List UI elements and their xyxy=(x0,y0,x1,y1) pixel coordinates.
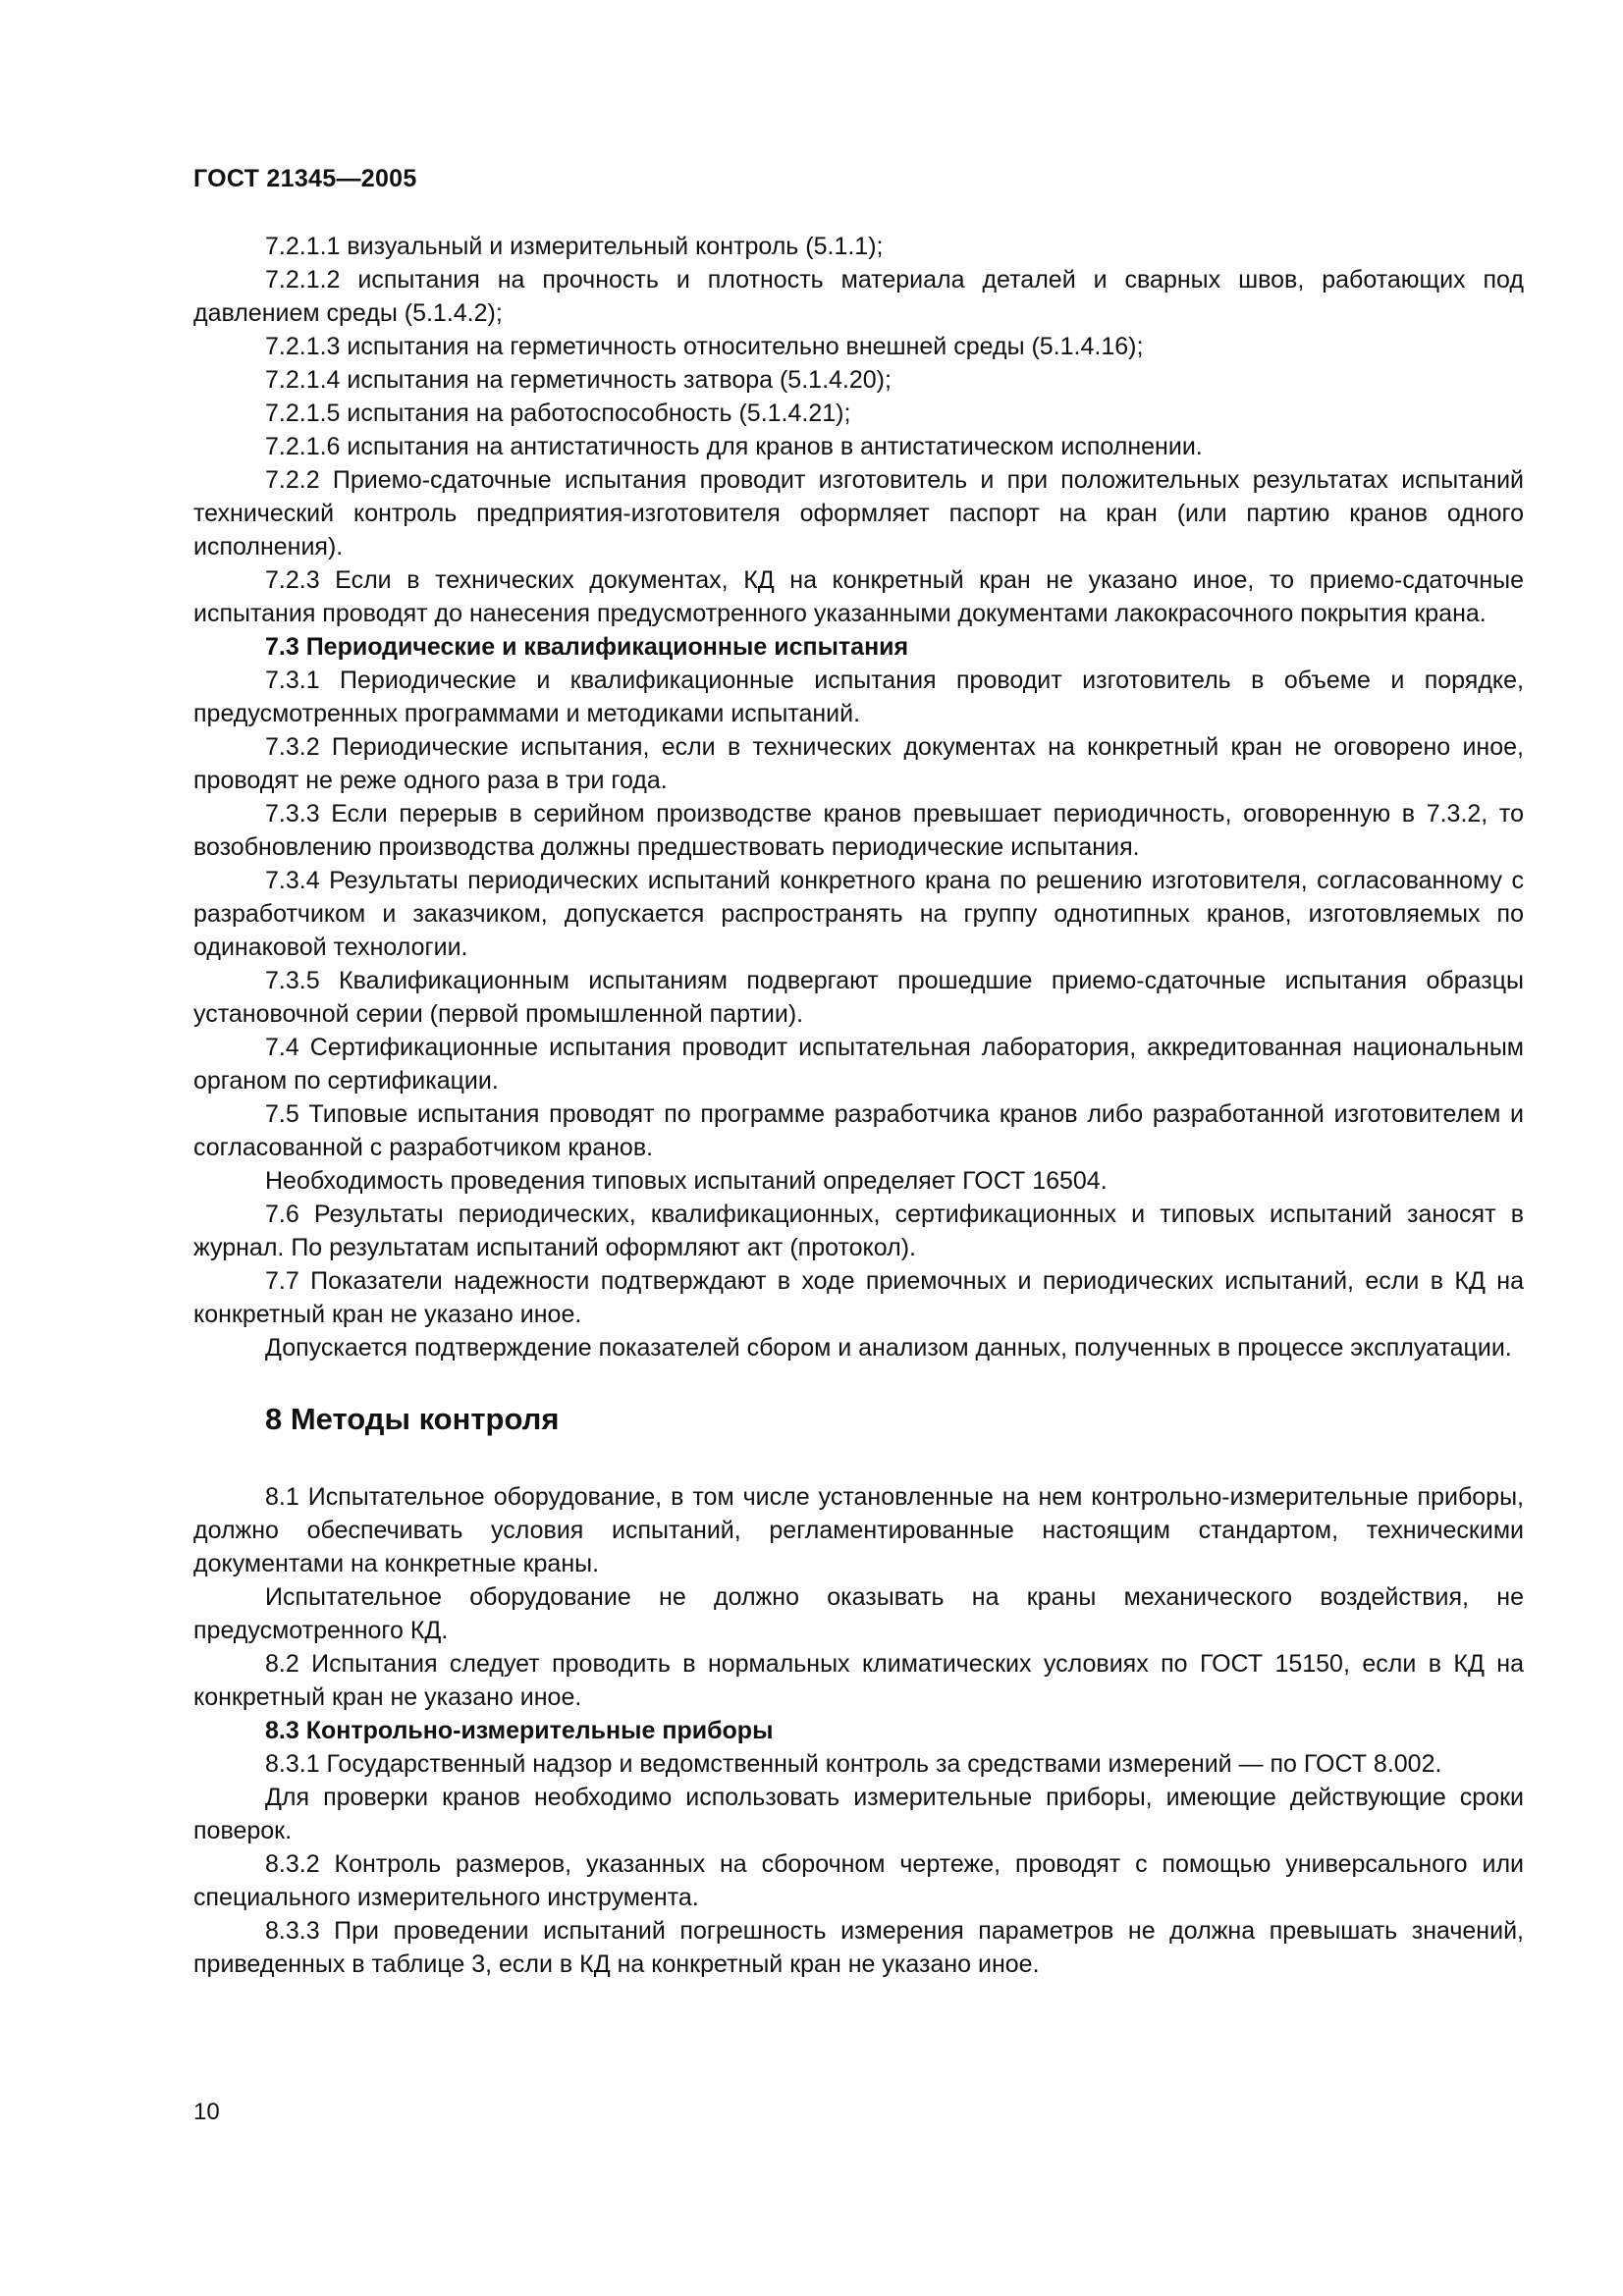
document-body xyxy=(193,230,1524,1981)
paragraph-8-1: 8.1 Испытательное оборудование, в том числе установленные на нем контрольно-измерительные приборы, должно обеспечивать условия испытаний, регламентированные настоящим стандартом, техническими документами на конкретные краны. xyxy=(193,1483,1524,1577)
paragraph-8-3-1-note: Для проверки кранов необходимо использовать измерительные приборы, имеющие действующие сроки поверок. xyxy=(193,1784,1524,1844)
subsection-heading-7-3: 7.3 Периодические и квалификационные испытания xyxy=(265,633,909,661)
paragraph-8-2: 8.2 Испытания следует проводить в нормальных климатических условиях по ГОСТ 15150, если в КД на конкретный кран не указано иное. xyxy=(193,1650,1524,1711)
paragraph-7-2-1-3: 7.2.1.3 испытания на герметичность относительно внешней среды (5.1.4.16); xyxy=(265,333,1144,360)
paragraph-7-3-3: 7.3.3 Если перерыв в серийном производстве кранов превышает периодичность, оговоренную в 7.3.2, то возобновлению производства должны предшествовать периодические испытания. xyxy=(193,800,1524,861)
paragraph-7-5-note: Необходимость проведения типовых испытаний определяет ГОСТ 16504. xyxy=(265,1167,1108,1195)
paragraph-7-2-3: 7.2.3 Если в технических документах, КД на конкретный кран не указано иное, то приемо-сдаточные испытания проводят до нанесения предусмотренного указанными документами лакокрасочного покрытия крана. xyxy=(193,566,1524,627)
paragraph-8-3-1: 8.3.1 Государственный надзор и ведомственный контроль за средствами измерений — по ГОСТ 8.002. xyxy=(265,1750,1442,1778)
paragraph-8-3-3: 8.3.3 При проведении испытаний погрешность измерения параметров не должна превышать значений, приведенных в таблице 3, если в КД на конкретный кран не указано иное. xyxy=(193,1917,1524,1978)
page-number: 10 xyxy=(193,2099,220,2125)
paragraph-7-3-1: 7.3.1 Периодические и квалификационные испытания проводит изготовитель в объеме и порядке, предусмотренных программами и методиками испытаний. xyxy=(193,667,1524,727)
paragraph-7-3-2: 7.3.2 Периодические испытания, если в технических документах на конкретный кран не оговорено иное, проводят не реже одного раза в три года. xyxy=(193,733,1524,794)
paragraph-7-2-1-5: 7.2.1.5 испытания на работоспособность (5.1.4.21); xyxy=(265,400,851,427)
subsection-heading-8-3: 8.3 Контрольно-измерительные приборы xyxy=(265,1717,774,1744)
paragraph-7-7: 7.7 Показатели надежности подтверждают в ходе приемочных и периодических испытаний, если в КД на конкретный кран не указано иное. xyxy=(193,1267,1524,1328)
paragraph-7-3-5: 7.3.5 Квалификационным испытаниям подвергают прошедшие приемо-сдаточные испытания образцы установочной серии (первой промышленной партии). xyxy=(193,967,1524,1028)
paragraph-7-2-1-4: 7.2.1.4 испытания на герметичность затвора (5.1.4.20); xyxy=(265,366,892,394)
paragraph-7-2-1-2: 7.2.1.2 испытания на прочность и плотность материала деталей и сварных швов, работающих под давлением среды (5.1.4.2); xyxy=(193,266,1524,327)
paragraph-8-3-2: 8.3.2 Контроль размеров, указанных на сборочном чертеже, проводят с помощью универсального или специального измерительного инструмента. xyxy=(193,1850,1524,1911)
paragraph-7-3-4: 7.3.4 Результаты периодических испытаний конкретного крана по решению изготовителя, согласованному с разработчиком и заказчиком, допускается распространять на группу однотипных кранов, изготовляемых по одинаковой технологии. xyxy=(193,867,1524,961)
paragraph-7-6: 7.6 Результаты периодических, квалификационных, сертификационных и типовых испытаний заносят в журнал. По результатам испытаний оформляют акт (протокол). xyxy=(193,1201,1524,1261)
paragraph-8-1-note: Испытательное оборудование не должно оказывать на краны механического воздействия, не предусмотренного КД. xyxy=(193,1583,1524,1644)
paragraph-7-2-1-1: 7.2.1.1 визуальный и измерительный контроль (5.1.1); xyxy=(265,233,884,260)
paragraph-7-7-note: Допускается подтверждение показателей сбором и анализом данных, полученных в процессе эксплуатации. xyxy=(265,1334,1512,1362)
paragraph-7-5: 7.5 Типовые испытания проводят по программе разработчика кранов либо разработанной изготовителем и согласованной с разработчиком кранов. xyxy=(193,1100,1524,1161)
paragraph-7-2-2: 7.2.2 Приемо-сдаточные испытания проводит изготовитель и при положительных результатах испытаний технический контроль предприятия-изготовителя оформляет паспорт на кран (или партию кранов одного исполнения). xyxy=(193,466,1524,561)
document-header: ГОСТ 21345—2005 xyxy=(193,165,417,192)
paragraph-7-2-1-6: 7.2.1.6 испытания на антистатичность для кранов в антистатическом исполнении. xyxy=(265,433,1203,460)
paragraph-7-4: 7.4 Сертификационные испытания проводит испытательная лаборатория, аккредитованная национальным органом по сертификации. xyxy=(193,1034,1524,1095)
section-heading-8: 8 Методы контроля xyxy=(265,1402,560,1436)
